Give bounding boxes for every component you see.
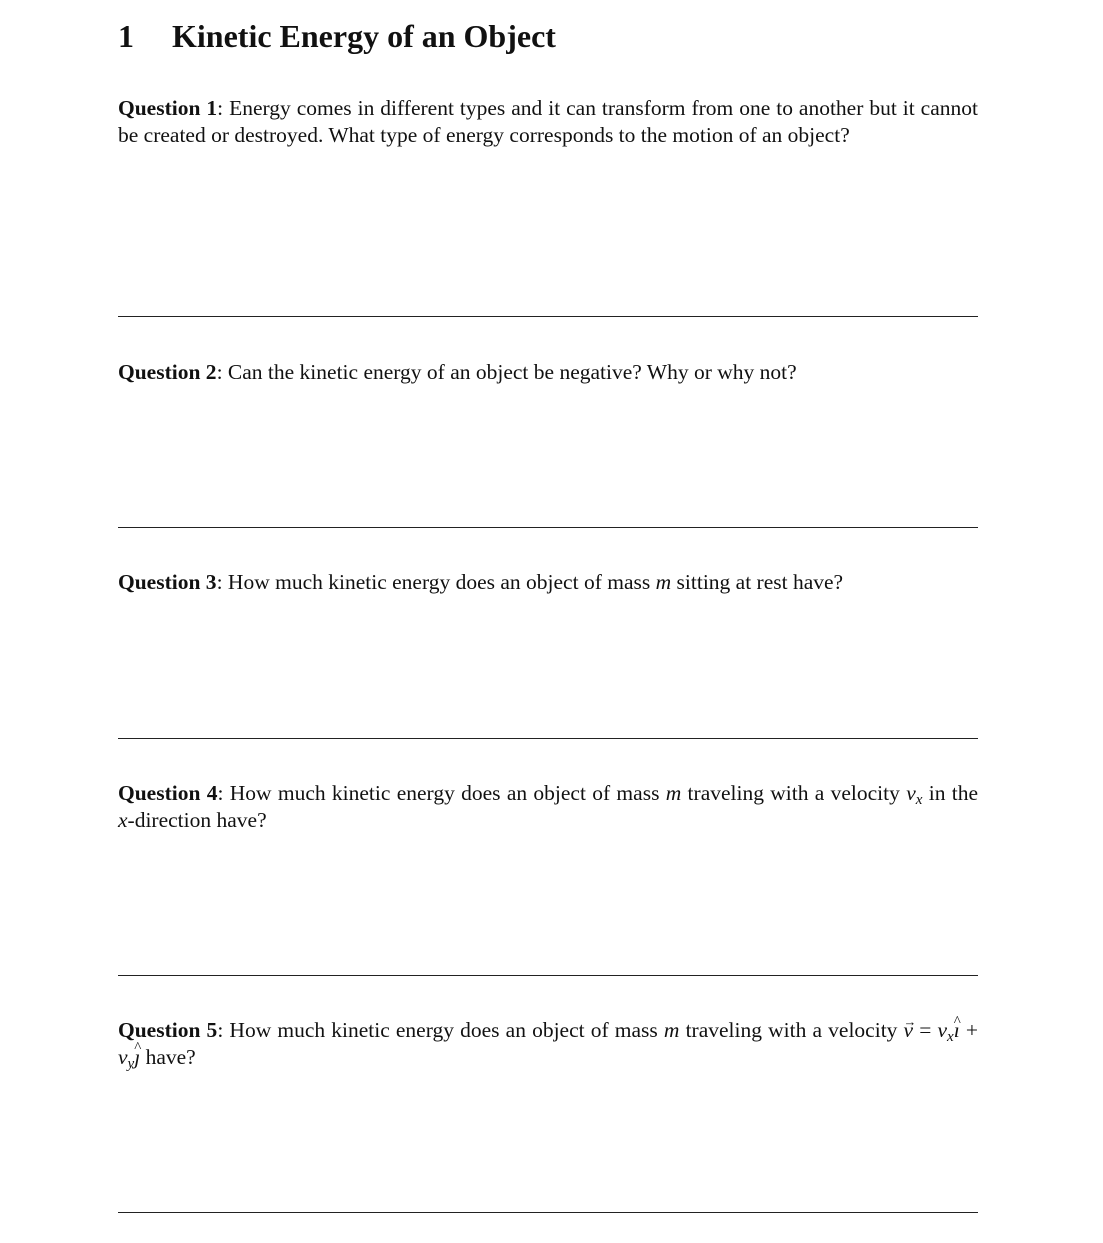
- question-4-text-mid2: in the: [922, 781, 978, 805]
- section-number: 1: [118, 18, 134, 54]
- question-2-text: : Can the kinetic energy of an object be negative? Why or why not?: [216, 360, 797, 384]
- x-variable: x: [118, 807, 128, 832]
- question-3-label: Question 3: [118, 570, 217, 594]
- question-2: [118, 359, 978, 386]
- section-title: Kinetic Energy of an Object: [172, 18, 556, 54]
- velocity-vector: → v: [904, 1017, 914, 1044]
- velocity-variable: v: [906, 781, 916, 805]
- answer-line-2: [118, 527, 978, 528]
- unit-vector-j: ^ ȷ: [134, 1044, 140, 1071]
- question-4-text-before: : How much kinetic energy does an object of mass: [217, 781, 666, 805]
- section-heading: [118, 16, 556, 56]
- question-5: [118, 1017, 978, 1070]
- question-2-label: Question 2: [118, 360, 217, 384]
- question-4-label: Question 4: [118, 781, 218, 805]
- velocity-x-variable: v: [937, 1018, 948, 1042]
- mass-variable: m: [665, 781, 682, 805]
- unit-vector-i: ^ ı: [954, 1017, 960, 1044]
- question-3: [118, 569, 978, 596]
- plus-sign: +: [959, 1018, 978, 1042]
- mass-variable: m: [655, 570, 672, 594]
- question-3-text-after: sitting at rest have?: [671, 570, 844, 594]
- answer-line-3: [118, 738, 978, 739]
- question-4-text-after: -direction have?: [127, 807, 267, 832]
- question-3-text-before: : How much kinetic energy does an object of mass: [216, 570, 656, 594]
- question-5-text-before: : How much kinetic energy does an object of mass: [217, 1018, 664, 1042]
- velocity-subscript-x: x: [915, 791, 923, 808]
- answer-line-5: [118, 1212, 978, 1213]
- question-4-text-mid: traveling with a velocity: [681, 781, 907, 805]
- mass-variable: m: [663, 1018, 680, 1042]
- equals-sign: =: [913, 1018, 938, 1042]
- answer-line-1: [118, 316, 978, 317]
- question-1: [118, 95, 978, 148]
- question-1-label: Question 1: [118, 96, 218, 120]
- velocity-subscript-y: y: [127, 1055, 135, 1072]
- question-5-label: Question 5: [118, 1018, 218, 1042]
- question-4: [118, 780, 978, 833]
- question-5-text-after: have?: [140, 1044, 196, 1069]
- velocity-subscript-x: x: [947, 1028, 954, 1045]
- question-1-text: : Energy comes in different types and it can transform from one to another but it cannot be created or destroyed. What type of energy corresponds to the motion of an object?: [118, 96, 978, 147]
- answer-line-4: [118, 975, 978, 976]
- velocity-y-variable: v: [118, 1044, 128, 1069]
- question-5-text-mid: traveling with a velocity: [679, 1018, 904, 1042]
